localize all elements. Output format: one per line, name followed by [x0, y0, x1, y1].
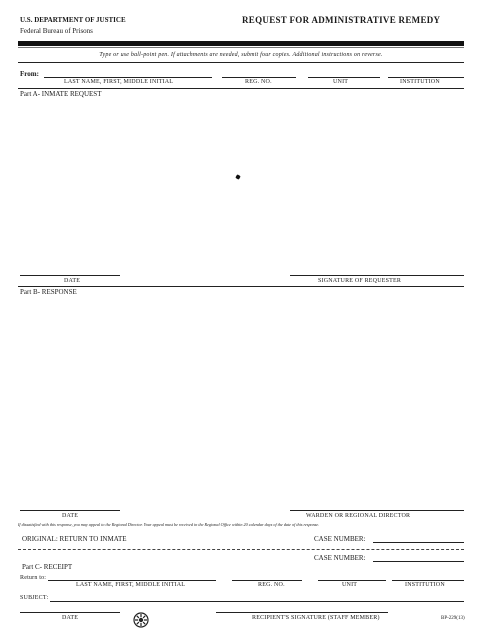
part-a-date-caption: DATE — [64, 278, 81, 284]
case-number-field-b[interactable] — [373, 542, 464, 543]
department-name: U.S. DEPARTMENT OF JUSTICE — [20, 16, 126, 24]
part-a-title: Part A- INMATE REQUEST — [20, 90, 102, 98]
recipient-signature-field[interactable] — [216, 612, 388, 613]
part-a-date-field[interactable] — [20, 275, 120, 276]
unit-caption: UNIT — [333, 79, 349, 85]
warden-signature-field[interactable] — [290, 510, 464, 511]
case-number-label-c: CASE NUMBER: — [314, 554, 366, 562]
return-reg-no-caption: REG. NO. — [258, 582, 285, 588]
part-c-date-field[interactable] — [20, 612, 120, 613]
case-number-field-c[interactable] — [373, 561, 464, 562]
return-name-caption: LAST NAME, FIRST, MIDDLE INITIAL — [76, 582, 186, 588]
return-unit-caption: UNIT — [342, 582, 358, 588]
part-a-top-rule — [18, 88, 464, 89]
inmate-request-area[interactable] — [20, 102, 464, 270]
part-b-date-caption: DATE — [62, 513, 79, 519]
reg-no-field[interactable] — [222, 77, 296, 78]
warden-signature-caption: WARDEN OR REGIONAL DIRECTOR — [306, 513, 411, 519]
institution-field[interactable] — [388, 77, 464, 78]
response-area[interactable] — [20, 300, 464, 505]
return-unit-field[interactable] — [318, 580, 386, 581]
return-name-field[interactable] — [48, 580, 216, 581]
bureau-name: Federal Bureau of Prisons — [20, 27, 93, 35]
subject-label: SUBJECT: — [20, 595, 49, 601]
requester-signature-field[interactable] — [290, 275, 464, 276]
return-institution-field[interactable] — [392, 580, 464, 581]
recycle-seal-icon — [133, 612, 149, 628]
header-band-shadow — [18, 47, 464, 48]
part-c-date-caption: DATE — [62, 615, 79, 621]
appeal-note: If dissatisfied with this response, you may appeal to the Regional Director. Your appeal must be received in the Regional Office within 20 calendar days of the date of this response. — [18, 522, 320, 527]
return-to-label: Return to: — [20, 575, 47, 581]
case-number-label-b: CASE NUMBER: — [314, 535, 366, 543]
instructions-text: Type or use ball-point pen. If attachments are needed, submit four copies. Additional instructions on reverse. — [99, 52, 383, 58]
name-field[interactable] — [44, 77, 212, 78]
header-band — [18, 41, 464, 46]
tear-line — [18, 549, 464, 550]
instructions-rule — [18, 62, 464, 63]
institution-caption: INSTITUTION — [400, 79, 440, 85]
reg-no-caption: REG. NO. — [245, 79, 272, 85]
recipient-signature-caption: RECIPIENT'S SIGNATURE (STAFF MEMBER) — [252, 615, 380, 621]
requester-signature-caption: SIGNATURE OF REQUESTER — [318, 278, 402, 284]
form-number: BP-229(13) — [441, 616, 465, 621]
part-b-title: Part B- RESPONSE — [20, 288, 77, 296]
form-title: REQUEST FOR ADMINISTRATIVE REMEDY — [242, 15, 441, 25]
part-b-top-rule — [18, 286, 464, 287]
original-return-label: ORIGINAL: RETURN TO INMATE — [22, 535, 127, 543]
return-reg-no-field[interactable] — [232, 580, 302, 581]
part-c-title: Part C- RECEIPT — [22, 563, 73, 571]
return-institution-caption: INSTITUTION — [405, 582, 445, 588]
from-label: From: — [20, 70, 39, 78]
unit-field[interactable] — [308, 77, 380, 78]
part-b-date-field[interactable] — [20, 510, 120, 511]
subject-field[interactable] — [50, 601, 464, 602]
name-caption: LAST NAME, FIRST, MIDDLE INITIAL — [64, 79, 174, 85]
